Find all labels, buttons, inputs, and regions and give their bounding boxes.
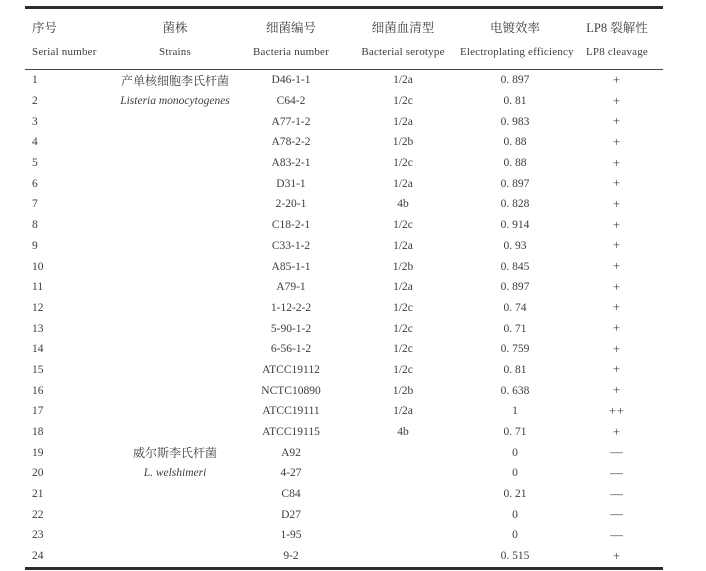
cell-bacteria-number: NCTC10890 xyxy=(261,384,321,397)
cell-efficiency: 0. 897 xyxy=(500,281,530,294)
table-row xyxy=(25,236,663,257)
cell-lp8-cleavage: + xyxy=(612,279,622,294)
cell-strain xyxy=(115,277,235,298)
cell-efficiency: 0. 638 xyxy=(500,384,530,397)
cell-strain: Listeria monocytogenes xyxy=(120,95,230,108)
cell-serotype xyxy=(347,484,459,505)
cell-bacteria-number: 1-95 xyxy=(280,529,302,542)
cell-serial-number: 15 xyxy=(32,363,44,376)
cell-serial-number: 22 xyxy=(32,508,44,521)
cell-lp8-cleavage: — xyxy=(610,527,624,542)
table-row xyxy=(25,442,663,463)
table-row xyxy=(25,215,663,236)
col-header-serial-zh: 序号 xyxy=(32,20,58,35)
cell-efficiency: 0. 71 xyxy=(503,426,527,439)
cell-bacteria-number: D27 xyxy=(281,508,301,521)
cell-efficiency: 0. 21 xyxy=(503,488,527,501)
cell-efficiency: 0 xyxy=(512,467,518,480)
cell-serotype: 1/2a xyxy=(393,239,413,252)
cell-bacteria-number: C18-2-1 xyxy=(271,219,311,232)
cell-efficiency: 0. 88 xyxy=(503,157,527,170)
cell-strain xyxy=(115,236,235,257)
cell-serotype: 1/2c xyxy=(393,343,413,356)
col-header-serotype-zh: 细菌血清型 xyxy=(371,20,435,35)
cell-serotype: 4b xyxy=(397,198,409,211)
cell-serotype xyxy=(347,463,459,484)
cell-efficiency: 0 xyxy=(512,446,518,459)
cell-bacteria-number: D31-1 xyxy=(276,177,306,190)
cell-serotype: 1/2c xyxy=(393,301,413,314)
table-row xyxy=(25,339,663,360)
cell-strain xyxy=(115,318,235,339)
cell-strain xyxy=(115,422,235,443)
cell-strain: L. welshimeri xyxy=(143,467,207,480)
cell-strain xyxy=(115,173,235,194)
cell-lp8-cleavage: + xyxy=(612,300,622,315)
table-row xyxy=(25,484,663,505)
table-row xyxy=(25,546,663,568)
cell-serotype xyxy=(347,504,459,525)
cell-strain xyxy=(115,132,235,153)
cell-efficiency: 0. 88 xyxy=(503,136,527,149)
table-row xyxy=(25,463,663,484)
cell-serial-number: 2 xyxy=(32,95,38,108)
table-row xyxy=(25,298,663,319)
cell-serotype: 1/2b xyxy=(392,384,414,397)
cell-serial-number: 18 xyxy=(32,426,44,439)
cell-lp8-cleavage: — xyxy=(610,486,624,501)
cell-bacteria-number: A83-2-1 xyxy=(271,157,311,170)
cell-lp8-cleavage: + xyxy=(612,238,622,253)
cell-efficiency: 0. 759 xyxy=(500,343,530,356)
cell-serotype: 1/2b xyxy=(392,136,414,149)
cell-strain: 威尔斯李氏杆菌 xyxy=(132,446,217,461)
cell-serotype: 1/2c xyxy=(393,157,413,170)
cell-serial-number: 1 xyxy=(32,74,38,87)
table-row xyxy=(25,380,663,401)
cell-bacteria-number: 2-20-1 xyxy=(275,198,307,211)
cell-serotype: 1/2c xyxy=(393,363,413,376)
cell-strain xyxy=(115,484,235,505)
cell-strain xyxy=(115,256,235,277)
col-header-strains-zh: 菌株 xyxy=(162,20,188,35)
cell-lp8-cleavage: + xyxy=(612,196,622,211)
cell-efficiency: 0. 897 xyxy=(500,177,530,190)
cell-serotype xyxy=(347,546,459,568)
table-row xyxy=(25,318,663,339)
table-row xyxy=(25,132,663,153)
cell-bacteria-number: 5-90-1-2 xyxy=(270,322,312,335)
cell-serial-number: 21 xyxy=(32,488,44,501)
cell-strain xyxy=(115,525,235,546)
cell-lp8-cleavage: + xyxy=(612,362,622,377)
col-header-serial-en: Serial number xyxy=(25,40,115,70)
header-row-chinese xyxy=(25,8,663,41)
col-header-efficiency-zh: 电镀效率 xyxy=(489,20,540,35)
cell-lp8-cleavage: + xyxy=(612,114,622,129)
table-header xyxy=(25,8,663,70)
cell-bacteria-number: ATCC19111 xyxy=(262,405,320,418)
cell-lp8-cleavage: — xyxy=(610,465,624,480)
table-row xyxy=(25,70,663,91)
cell-serotype: 1/2c xyxy=(393,219,413,232)
col-header-serotype-en: Bacterial serotype xyxy=(347,40,459,70)
cell-strain xyxy=(115,339,235,360)
cell-strain xyxy=(115,215,235,236)
col-header-bacteria-number-en: Bacteria number xyxy=(235,40,347,70)
cell-serial-number: 20 xyxy=(32,467,44,480)
cell-serotype: 1/2a xyxy=(393,74,413,87)
cell-serial-number: 6 xyxy=(32,177,38,190)
cell-efficiency: 0 xyxy=(512,529,518,542)
cell-strain xyxy=(115,111,235,132)
cell-lp8-cleavage: — xyxy=(610,507,624,522)
table-row xyxy=(25,504,663,525)
cell-efficiency: 0. 71 xyxy=(503,322,527,335)
table-row xyxy=(25,277,663,298)
cell-bacteria-number: A79-1 xyxy=(276,281,306,294)
cell-strain xyxy=(115,298,235,319)
cell-lp8-cleavage: + xyxy=(612,217,622,232)
header-row-english xyxy=(25,40,663,70)
cell-serotype: 1/2b xyxy=(392,260,414,273)
cell-strain xyxy=(115,546,235,568)
cell-strain xyxy=(115,153,235,174)
cell-efficiency: 1 xyxy=(512,405,518,418)
cell-serotype: 1/2c xyxy=(393,322,413,335)
cell-efficiency: 0. 74 xyxy=(503,301,527,314)
cell-bacteria-number: C33-1-2 xyxy=(271,239,311,252)
cell-serotype xyxy=(347,442,459,463)
cell-lp8-cleavage: + xyxy=(612,134,622,149)
strain-table xyxy=(25,6,663,570)
cell-bacteria-number: 9-2 xyxy=(283,550,299,563)
cell-serial-number: 16 xyxy=(32,384,44,397)
cell-serial-number: 24 xyxy=(32,550,44,563)
cell-serotype: 1/2a xyxy=(393,405,413,418)
cell-serotype: 1/2c xyxy=(393,95,413,108)
cell-lp8-cleavage: + xyxy=(612,424,622,439)
cell-serial-number: 19 xyxy=(32,446,44,459)
cell-serial-number: 5 xyxy=(32,157,38,170)
col-header-strains-en: Strains xyxy=(115,40,235,70)
cell-serotype xyxy=(347,525,459,546)
cell-serotype: 4b xyxy=(397,426,409,439)
cell-lp8-cleavage: + xyxy=(612,341,622,356)
cell-efficiency: 0. 81 xyxy=(503,363,527,376)
cell-serotype: 1/2a xyxy=(393,281,413,294)
cell-serotype: 1/2a xyxy=(393,115,413,128)
cell-efficiency: 0. 515 xyxy=(500,550,530,563)
cell-bacteria-number: ATCC19112 xyxy=(262,363,320,376)
cell-bacteria-number: C64-2 xyxy=(276,95,306,108)
cell-strain xyxy=(115,380,235,401)
table-row xyxy=(25,525,663,546)
cell-serial-number: 8 xyxy=(32,219,38,232)
cell-strain xyxy=(115,504,235,525)
cell-serial-number: 4 xyxy=(32,136,38,149)
cell-lp8-cleavage: + xyxy=(612,259,622,274)
cell-efficiency: 0. 983 xyxy=(500,115,530,128)
cell-efficiency: 0. 914 xyxy=(500,219,530,232)
cell-strain xyxy=(115,194,235,215)
cell-lp8-cleavage: + xyxy=(612,93,622,108)
cell-efficiency: 0. 845 xyxy=(500,260,530,273)
cell-serial-number: 17 xyxy=(32,405,44,418)
cell-lp8-cleavage: + xyxy=(612,548,622,563)
cell-bacteria-number: A85-1-1 xyxy=(271,260,311,273)
table-row xyxy=(25,360,663,381)
cell-lp8-cleavage: + xyxy=(612,155,622,170)
cell-efficiency: 0. 897 xyxy=(500,74,530,87)
cell-strain xyxy=(115,360,235,381)
col-header-efficiency-en: Electroplating efficiency xyxy=(459,40,571,70)
cell-efficiency: 0 xyxy=(512,508,518,521)
cell-lp8-cleavage: + xyxy=(612,383,622,398)
cell-serial-number: 10 xyxy=(32,260,44,273)
table-row xyxy=(25,256,663,277)
cell-bacteria-number: A77-1-2 xyxy=(271,115,311,128)
cell-lp8-cleavage: + xyxy=(612,72,622,87)
cell-serial-number: 12 xyxy=(32,301,44,314)
cell-bacteria-number: ATCC19115 xyxy=(262,426,320,439)
cell-serial-number: 7 xyxy=(32,198,38,211)
table-row xyxy=(25,111,663,132)
cell-bacteria-number: 6-56-1-2 xyxy=(270,343,312,356)
table-body xyxy=(25,70,663,569)
table-row xyxy=(25,153,663,174)
cell-bacteria-number: A92 xyxy=(281,446,301,459)
cell-strain xyxy=(115,401,235,422)
table-row xyxy=(25,401,663,422)
cell-serial-number: 23 xyxy=(32,529,44,542)
cell-strain: 产单核细胞李氏杆菌 xyxy=(120,73,229,88)
cell-serial-number: 9 xyxy=(32,239,38,252)
cell-lp8-cleavage: + xyxy=(612,321,622,336)
table-row xyxy=(25,91,663,112)
table-row xyxy=(25,194,663,215)
cell-efficiency: 0. 93 xyxy=(503,239,527,252)
cell-serotype: 1/2a xyxy=(393,177,413,190)
cell-serial-number: 13 xyxy=(32,322,44,335)
cell-serial-number: 3 xyxy=(32,115,38,128)
col-header-lp8-en: LP8 cleavage xyxy=(571,40,663,70)
table-row xyxy=(25,173,663,194)
cell-bacteria-number: D46-1-1 xyxy=(271,74,311,87)
cell-lp8-cleavage: ++ xyxy=(608,403,626,418)
col-header-bacteria-number-zh: 细菌编号 xyxy=(265,20,316,35)
cell-efficiency: 0. 81 xyxy=(503,95,527,108)
cell-bacteria-number: 4-27 xyxy=(280,467,302,480)
strain-table-container xyxy=(25,6,663,570)
cell-efficiency: 0. 828 xyxy=(500,198,530,211)
table-row xyxy=(25,422,663,443)
col-header-lp8-zh: LP8 裂解性 xyxy=(586,20,648,35)
cell-lp8-cleavage: — xyxy=(610,445,624,460)
cell-lp8-cleavage: + xyxy=(612,176,622,191)
cell-serial-number: 14 xyxy=(32,343,44,356)
cell-serial-number: 11 xyxy=(32,281,44,294)
cell-bacteria-number: A78-2-2 xyxy=(271,136,311,149)
cell-bacteria-number: 1-12-2-2 xyxy=(270,301,312,314)
cell-bacteria-number: C84 xyxy=(281,488,301,501)
